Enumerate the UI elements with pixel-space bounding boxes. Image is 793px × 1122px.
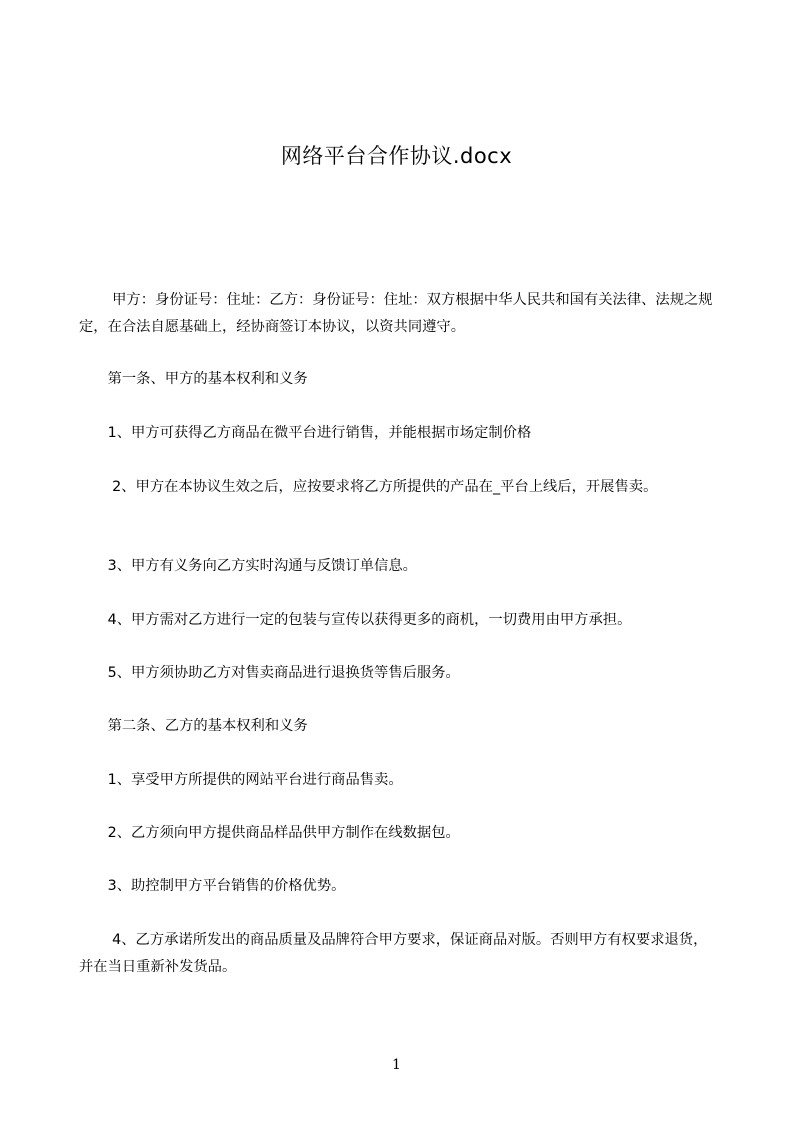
paragraph-article-2-item-1: 1、享受甲方所提供的网站平台进行商品售卖。	[79, 772, 403, 788]
paragraph-article-1-item-5: 5、甲方须协助乙方对售卖商品进行退换货等售后服务。	[79, 665, 460, 681]
paragraph-article-2-item-4: 4、乙方承诺所发出的商品质量及品牌符合甲方要求，保证商品对版。否则甲方有权要求退货，并在当日重新补发货品。	[79, 932, 708, 975]
paragraph-preamble: 甲方：身份证号：住址：乙方：身份证号：住址：双方根据中华人民共和国有关法律、法规之规定，在合法自愿基础上，经协商签订本协议，以资共同遵守。	[79, 292, 713, 335]
paragraph-article-1-item-1: 1、甲方可获得乙方商品在微平台进行销售，并能根据市场定制价格	[79, 425, 532, 441]
paragraph-article-2-heading: 第二条、乙方的基本权利和义务	[79, 718, 308, 734]
document-title: 网络平台合作协议.docx	[280, 144, 513, 168]
paragraph-article-1-item-3: 3、甲方有义务向乙方实时沟通与反馈订单信息。	[79, 558, 417, 574]
paragraph-article-1-item-2: 2、甲方在本协议生效之后，应按要求将乙方所提供的产品在_平台上线后，开展售卖。	[79, 479, 658, 495]
paragraph-article-2-item-2: 2、乙方须向甲方提供商品样品供甲方制作在线数据包。	[79, 825, 460, 841]
page-number: 1	[392, 1057, 401, 1073]
paragraph-article-1-heading: 第一条、甲方的基本权利和义务	[79, 371, 308, 387]
paragraph-article-2-item-3: 3、助控制甲方平台销售的价格优势。	[79, 878, 346, 894]
paragraph-article-1-item-4: 4、甲方需对乙方进行一定的包装与宣传以获得更多的商机，一切费用由甲方承担。	[79, 612, 632, 628]
